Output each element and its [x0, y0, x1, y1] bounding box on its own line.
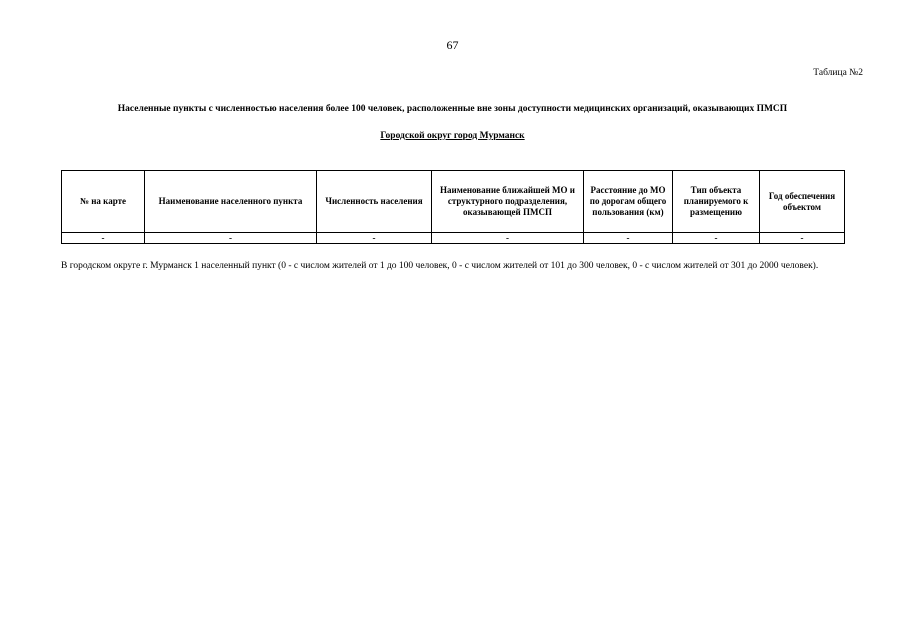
table-cell: -	[62, 233, 145, 244]
table-cell: -	[584, 233, 673, 244]
column-header-distance: Расстояние до МО по дорогам общего пользования (км)	[584, 171, 673, 233]
page-number: 67	[446, 38, 459, 52]
column-header-year: Год обеспечения объектом	[760, 171, 845, 233]
table-cell: -	[145, 233, 317, 244]
table-label: Таблица №2	[813, 68, 863, 78]
table-cell: -	[673, 233, 760, 244]
table-cell: -	[317, 233, 432, 244]
column-header-nearest-mo: Наименование ближайшей МО и структурного подразделения, оказывающей ПМСП	[432, 171, 584, 233]
document-title: Населенные пункты с численностью населения более 100 человек, расположенные вне зоны доступности медицинских организаций, оказывающих ПМСП	[117, 104, 788, 114]
table-header-row	[62, 171, 845, 233]
column-header-population: Численность населения	[317, 171, 432, 233]
settlements-table	[61, 170, 845, 244]
table-cell: -	[432, 233, 584, 244]
column-header-object-type: Тип объекта планируемого к размещению	[673, 171, 760, 233]
table-row	[62, 233, 845, 244]
table-cell: -	[760, 233, 845, 244]
document-subtitle: Городской округ город Мурманск	[380, 131, 525, 141]
column-header-settlement: Наименование населенного пункта	[145, 171, 317, 233]
column-header-map-no: № на карте	[62, 171, 145, 233]
footnote: В городском округе г. Мурманск 1 населенный пункт (0 - с числом жителей от 1 до 100 человек, 0 - с числом жителей от 101 до 300 человек, 0 - с числом жителей от 301 до 2000 человек).	[61, 261, 819, 271]
